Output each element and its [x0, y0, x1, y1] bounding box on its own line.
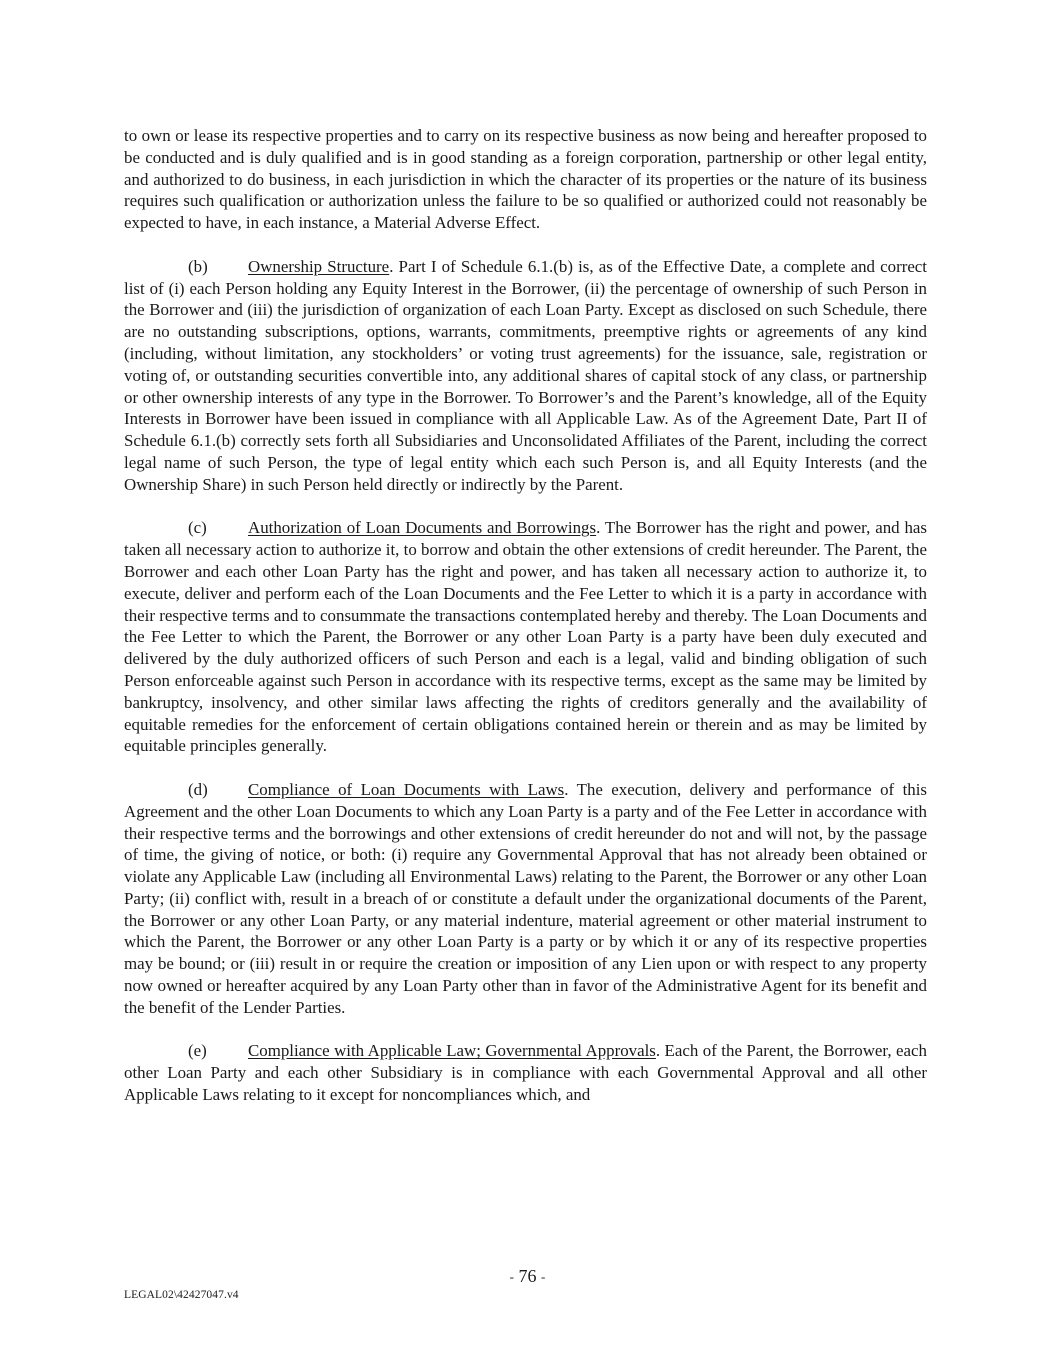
document-body — [124, 125, 927, 1128]
section-b-paragraph — [124, 256, 927, 496]
section-body: . The execution, delivery and performance of this Agreement and the other Loan Documents to which any Loan Party is a party and of the Fee Letter in accordance with their respective terms and the borrowings and other extensions of credit hereunder do not and will not, by the passage of time, the giving of notice, or both: (i) require any Governmental Approval that has not already been obtained or violate any Applicable Law (including all Environmental Laws) relating to the Parent, the Borrower or any other Loan Party; (ii) conflict with, result in a breach of or constitute a default under the organizational documents of the Parent, the Borrower or any other Loan Party, or any material indenture, material agreement or other material instrument to which the Parent, the Borrower or any other Loan Party is a party or by which it or any of its respective properties may be bound; or (iii) result in or require the creation or imposition of any Lien upon or with respect to any property now owned or hereafter acquired by any Loan Party other than in favor of the Administrative Agent for its benefit and the benefit of the Lender Parties. — [124, 779, 927, 1017]
page-number-dash-left: - — [509, 1269, 514, 1284]
document-id-footer: LEGAL02\42427047.v4 — [124, 1289, 239, 1301]
page-number-value: 76 — [518, 1266, 537, 1286]
section-heading: Compliance with Applicable Law; Governmental Approvals — [248, 1041, 656, 1061]
section-heading: Ownership Structure — [248, 256, 390, 276]
intro-paragraph: to own or lease its respective properties and to carry on its respective business as now being and hereafter proposed to be conducted and is duly qualified and is in good standing as a foreign corporation, partnership or other legal entity, and authorized to do business, in each jurisdiction in which the character of its properties or the nature of its business requires such qualification or authorization unless the failure to be so qualified or authorized could not reasonably be expected to have, in each instance, a Material Adverse Effect. — [124, 126, 927, 233]
section-body: . Part I of Schedule 6.1.(b) is, as of the Effective Date, a complete and correct list of (i) each Person holding any Equity Interest in the Borrower, (ii) the percentage of ownership of such Person in the Borrower and (iii) the jurisdiction of organization of each Loan Party. Except as disclosed on such Schedule, there are no outstanding subscriptions, options, warrants, commitments, preemptive rights or agreements of any kind (including, without limitation, any stockholders’ or voting trust agreements) for the issuance, sale, registration or voting of, or outstanding securities convertible into, any additional shares of capital stock of any class, or partnership or other ownership interests of any type in the Borrower. To Borrower’s and the Parent’s knowledge, all of the Equity Interests in Borrower have been issued in compliance with all Applicable Law. As of the Agreement Date, Part II of Schedule 6.1.(b) correctly sets forth all Subsidiaries and Unconsolidated Affiliates of the Parent, including the correct legal name of such Person, the type of legal entity which each such Person is, and all Equity Interests (and the Ownership Share) in such Person held directly or indirectly by the Parent. — [124, 256, 928, 494]
section-label: (b) — [188, 256, 208, 276]
section-body: . Each of the Parent, the Borrower, each other Loan Party and each other Subsidiary is in compliance with each Governmental Approval and all other Applicable Laws relating to it except for noncompliances which, and — [124, 1041, 927, 1105]
section-c-paragraph — [124, 517, 927, 757]
section-e-paragraph — [124, 1040, 927, 1105]
section-heading: Compliance of Loan Documents with Laws — [248, 779, 565, 799]
section-heading: Authorization of Loan Documents and Borrowings — [248, 518, 597, 538]
section-label: (c) — [188, 518, 207, 538]
section-label: (d) — [188, 779, 208, 799]
section-body: . The Borrower has the right and power, and has taken all necessary action to authorize it, to borrow and obtain the other extensions of credit hereunder. The Parent, the Borrower and each other Loan Party has the right and power, and has taken all necessary action to authorize it, to execute, deliver and perform each of the Loan Documents and the Fee Letter to which it is a party in accordance with their respective terms and to consummate the transactions contemplated hereby and thereby. The Loan Documents and the Fee Letter to which the Parent, the Borrower or any other Loan Party is a party have been duly executed and delivered by the duly authorized officers of such Person and each is a legal, valid and binding obligation of such Person enforceable against such Person in accordance with its respective terms, except as the same may be limited by bankruptcy, insolvency, and other similar laws affecting the rights of creditors generally and the availability of equitable remedies for the enforcement of certain obligations contained herein or therein and as may be limited by equitable principles generally. — [124, 518, 927, 756]
section-d-paragraph — [124, 779, 927, 1019]
page-number-dash-right: - — [541, 1269, 546, 1284]
section-label: (e) — [188, 1041, 207, 1061]
page-number — [0, 1266, 1055, 1287]
